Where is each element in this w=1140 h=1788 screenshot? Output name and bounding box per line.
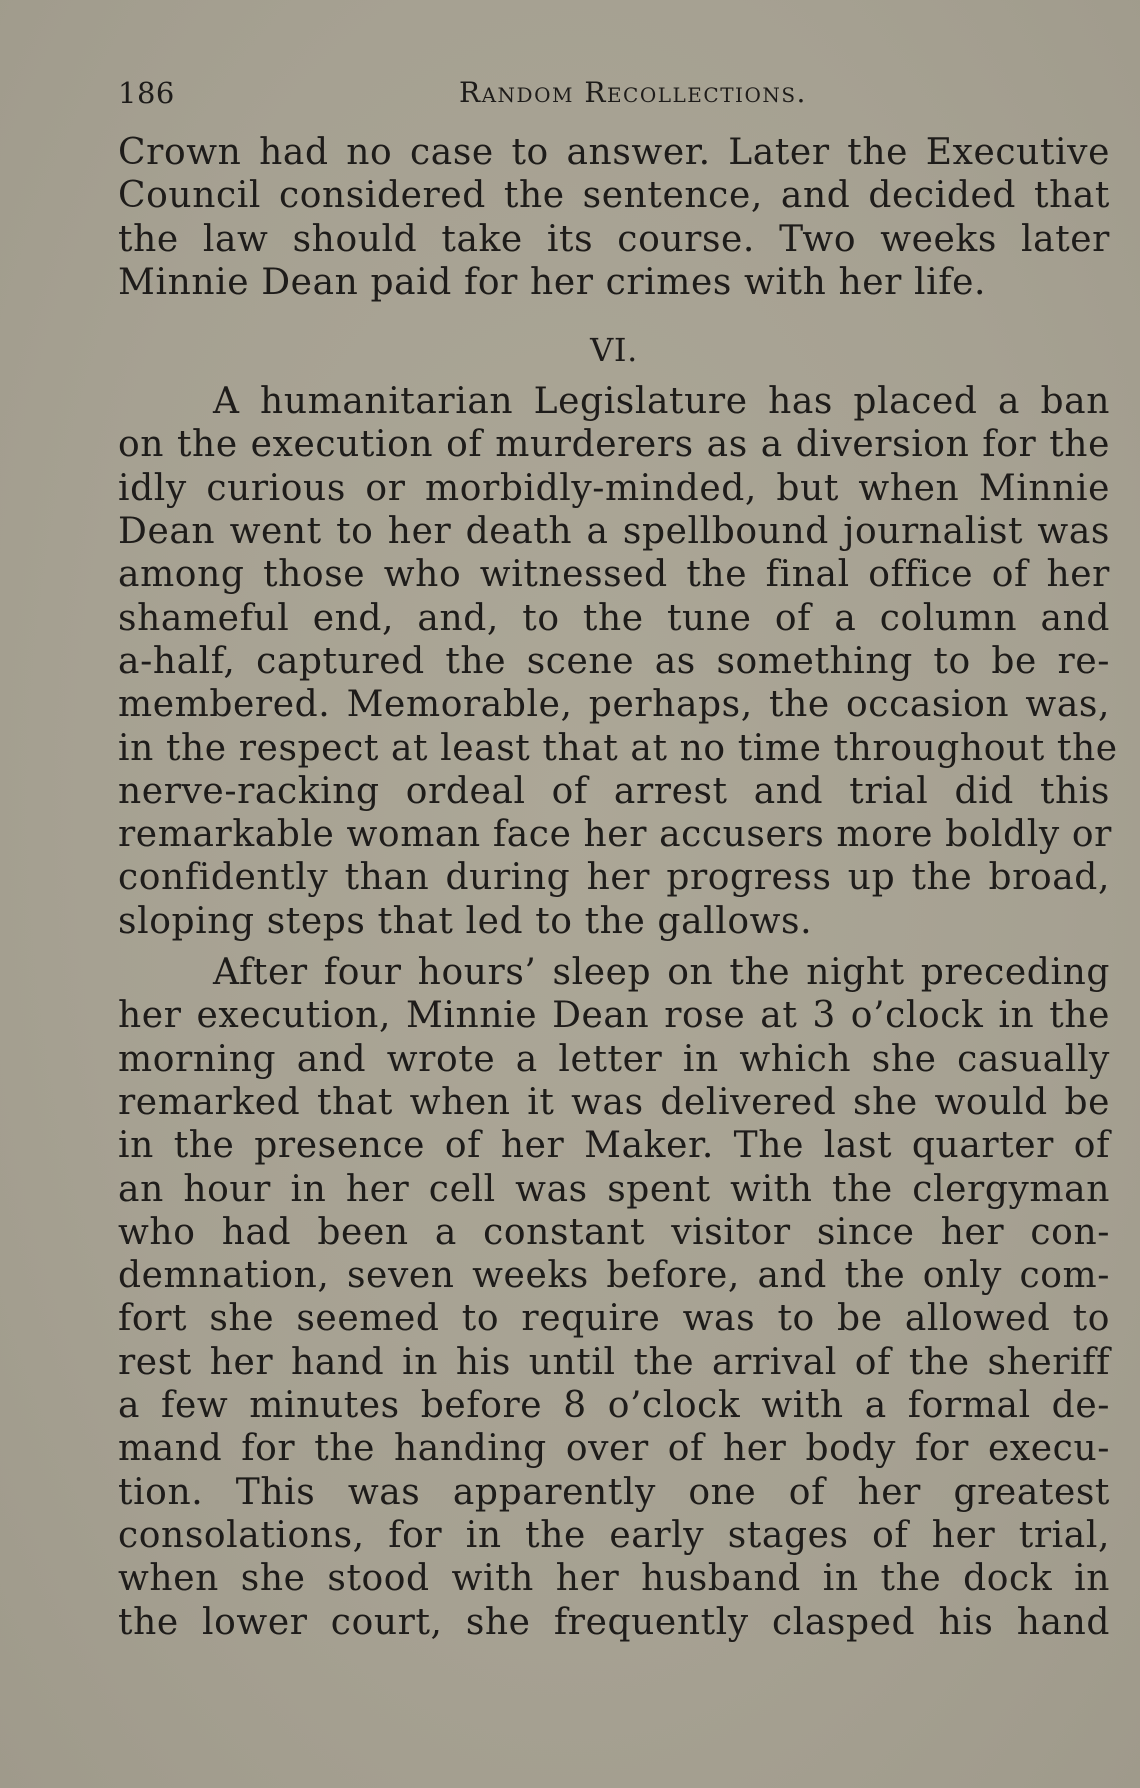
text-line: mand for the handing over of her body for execu- xyxy=(118,1428,1110,1470)
text-line: demnation, seven weeks before, and the only com- xyxy=(118,1255,1110,1297)
paragraph-continuation xyxy=(118,131,1110,304)
text-line: remarked that when it was delivered she would be xyxy=(118,1081,1110,1123)
text-line: morning and wrote a letter in which she casually xyxy=(118,1038,1110,1080)
text-line: After four hours’ sleep on the night preceding xyxy=(213,952,1110,994)
text-line: sloping steps that led to the gallows. xyxy=(118,900,813,942)
running-head: Random Recollections. xyxy=(459,76,807,109)
page-number: 186 xyxy=(118,76,175,110)
paragraph-legislature xyxy=(118,380,1118,943)
paragraph-spacer xyxy=(118,943,1110,951)
text-line: A humanitarian Legislature has placed a ban xyxy=(213,381,1110,423)
text-line: idly curious or morbidly-minded, but when Minnie xyxy=(118,467,1110,509)
text-line: among those who witnessed the final office of her xyxy=(118,554,1110,596)
text-line: her execution, Minnie Dean rose at 3 o’clock in the xyxy=(118,995,1110,1037)
text-line: remarkable woman face her accusers more boldly or xyxy=(118,814,1112,856)
text-line: the law should take its course. Two weeks later xyxy=(118,218,1110,260)
body-text xyxy=(118,131,1118,1644)
text-line: consolations, for in the early stages of her trial, xyxy=(118,1514,1110,1556)
text-line: Crown had no case to answer. Later the Executive xyxy=(118,132,1110,173)
text-line: fort she seemed to require was to be allowed to xyxy=(118,1298,1110,1340)
paragraph-execution xyxy=(118,951,1110,1644)
page-header xyxy=(118,76,1088,116)
text-line: Minnie Dean paid for her crimes with her life. xyxy=(118,261,987,303)
text-line: Council considered the sentence, and decided that xyxy=(118,175,1110,217)
text-line: in the presence of her Maker. The last quarter of xyxy=(118,1125,1110,1167)
text-line: who had been a constant visitor since her con- xyxy=(118,1211,1110,1253)
text-line: the lower court, she frequently clasped his hand xyxy=(118,1601,1110,1643)
text-line: a-half, captured the scene as something to be re- xyxy=(118,640,1110,682)
text-line: shameful end, and, to the tune of a column and xyxy=(118,597,1110,639)
text-line: membered. Memorable, perhaps, the occasion was, xyxy=(118,684,1110,726)
text-line: on the execution of murderers as a diversion for the xyxy=(118,424,1110,466)
text-line: rest her hand in his until the arrival of the sheriff xyxy=(118,1341,1110,1383)
text-line: in the respect at least that at no time throughout the xyxy=(118,727,1118,769)
section-heading: VI. xyxy=(590,331,638,370)
text-line: tion. This was apparently one of her greatest xyxy=(118,1471,1110,1513)
text-line: a few minutes before 8 o’clock with a formal de- xyxy=(118,1385,1110,1427)
text-line: Dean went to her death a spellbound journalist was xyxy=(118,511,1110,553)
text-line: confidently than during her progress up the broad, xyxy=(118,857,1110,899)
text-line: an hour in her cell was spent with the clergyman xyxy=(118,1168,1110,1210)
text-line: when she stood with her husband in the dock in xyxy=(118,1558,1110,1600)
text-line: nerve-racking ordeal of arrest and trial did this xyxy=(118,770,1110,812)
